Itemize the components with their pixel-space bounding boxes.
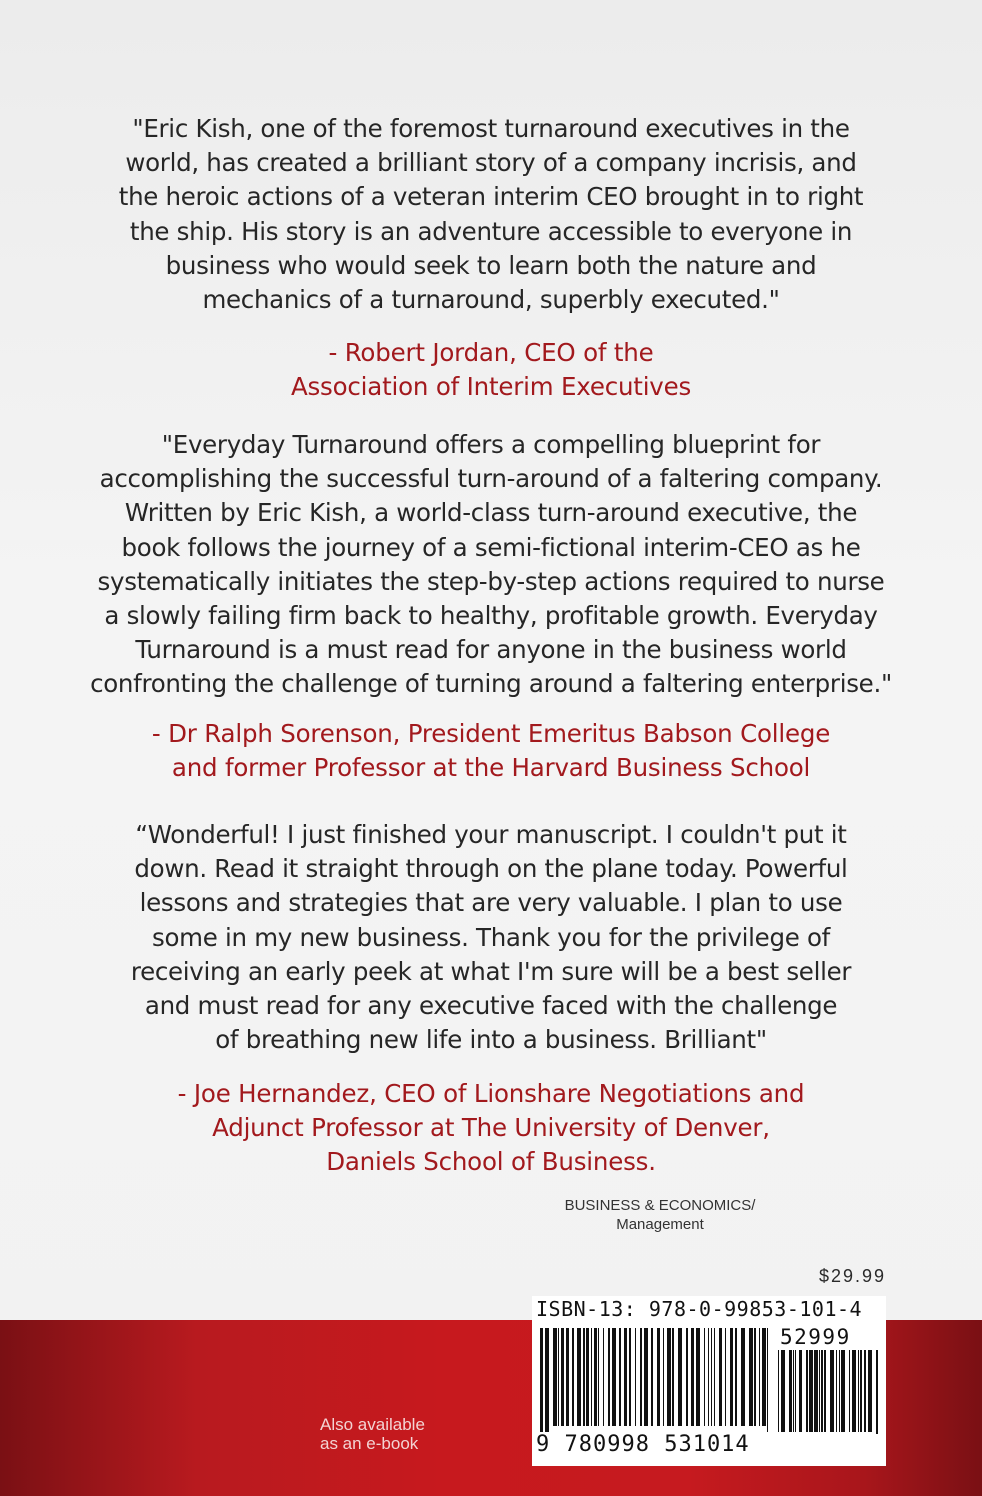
barcode-stripe xyxy=(619,1328,621,1426)
quote-line: accomplishing the successful turn-around of a faltering company. xyxy=(99,464,883,494)
quote-line: lessons and strategies that are very valuable. I plan to use xyxy=(139,888,843,918)
barcode-stripe xyxy=(566,1328,569,1426)
barcode-stripe xyxy=(704,1328,705,1426)
barcode-stripe xyxy=(714,1328,715,1426)
barcode-stripe xyxy=(612,1328,616,1426)
attribution-line: Association of Interim Executives xyxy=(290,372,692,402)
barcode-stripe xyxy=(594,1328,597,1426)
barcode-stripe xyxy=(667,1328,671,1426)
barcode-stripe xyxy=(749,1328,753,1426)
barcode-stripe xyxy=(725,1328,726,1426)
barcode-stripe xyxy=(603,1328,604,1426)
ebook-line: as an e-book xyxy=(320,1434,419,1453)
quote-line: Turnaround is a must read for anyone in the business world xyxy=(135,635,847,665)
barcode-stripe xyxy=(858,1350,859,1434)
barcode-stripe xyxy=(795,1350,796,1434)
barcode-stripe xyxy=(821,1350,823,1434)
barcode-stripe xyxy=(852,1350,856,1434)
attribution-line: Adjunct Professor at The University of Denver, xyxy=(212,1113,770,1143)
barcode-stripe xyxy=(558,1328,559,1426)
attribution-line: - Dr Ralph Sorenson, President Emeritus Babson College xyxy=(151,719,831,748)
quote-line: the ship. His story is an adventure accessible to everyone in xyxy=(129,216,853,246)
barcode-number: 9 780998 531014 xyxy=(536,1432,876,1457)
quote-line: systematically initiates the step-by-step actions required to nurse xyxy=(97,566,885,596)
barcode-stripe xyxy=(696,1328,700,1426)
endorsement-attribution-1 xyxy=(20,336,962,404)
barcode-stripe xyxy=(778,1350,779,1434)
barcode-stripe xyxy=(644,1328,648,1426)
barcode-stripe xyxy=(583,1328,585,1426)
quote-line: some in my new business. Thank you for the privilege of xyxy=(152,922,830,952)
barcode-stripe xyxy=(809,1350,813,1434)
quote-line: "Everyday Turnaround offers a compelling blueprint for xyxy=(161,430,821,459)
barcode-stripe xyxy=(767,1328,768,1436)
barcode-stripe xyxy=(876,1350,878,1434)
barcode-stripe xyxy=(849,1350,850,1434)
ebook-note xyxy=(320,1415,425,1453)
attribution-line: and former Professor at the Harvard Business School xyxy=(171,753,811,783)
barcode-stripe xyxy=(762,1328,766,1426)
barcode-stripe xyxy=(678,1328,682,1426)
barcode-bars xyxy=(540,1328,772,1436)
barcode-stripe xyxy=(672,1328,674,1426)
barcode-stripe xyxy=(577,1328,581,1426)
attribution-line: - Joe Hernandez, CEO of Lionshare Negotiations and xyxy=(177,1079,805,1108)
isbn-label: ISBN-13: 978-0-99853-101-4 xyxy=(536,1297,863,1321)
price-label: $29.99 xyxy=(818,1266,886,1286)
barcode-stripe xyxy=(708,1328,709,1426)
barcode-stripe xyxy=(561,1328,564,1426)
barcode-stripe xyxy=(789,1350,792,1434)
endorsement-attribution-2 xyxy=(20,717,962,785)
book-category xyxy=(520,1196,800,1234)
barcode-stripe xyxy=(730,1328,733,1426)
quote-line: world, has created a brilliant story of a company incrisis, and xyxy=(125,148,857,178)
attribution-line: - Robert Jordan, CEO of the xyxy=(328,338,654,367)
ebook-line: Also available xyxy=(320,1415,425,1434)
quote-line: book follows the journey of a semi-fictional interim-CEO as he xyxy=(121,532,861,562)
barcode-stripe xyxy=(754,1328,756,1426)
barcode-stripe xyxy=(635,1328,636,1426)
barcode-stripe xyxy=(793,1350,794,1434)
barcode-stripe xyxy=(781,1350,785,1434)
barcode-stripe xyxy=(663,1328,664,1426)
barcode-stripe xyxy=(711,1328,712,1426)
quote-line: “Wonderful! I just finished your manuscript. I couldn't put it xyxy=(135,820,847,849)
quote-line: confronting the challenge of turning around a faltering enterprise." xyxy=(90,669,892,699)
barcode-stripe xyxy=(691,1328,694,1426)
barcode-stripe xyxy=(741,1328,745,1426)
category-line: Management xyxy=(616,1216,704,1233)
barcode-stripe xyxy=(572,1328,574,1426)
endorsement-attribution-3 xyxy=(20,1077,962,1180)
quote-line: "Eric Kish, one of the foremost turnaround executives in the xyxy=(132,114,850,143)
barcode-stripe xyxy=(841,1350,845,1434)
barcode-stripe xyxy=(860,1350,862,1434)
quote-line: mechanics of a turnaround, superbly executed." xyxy=(202,285,780,315)
barcode-stripe xyxy=(735,1328,737,1426)
barcode-stripe xyxy=(864,1350,866,1434)
barcode-stripe xyxy=(586,1328,589,1426)
barcode-stripe xyxy=(868,1350,872,1434)
quote-line: the heroic actions of a veteran interim CEO brought in to right xyxy=(118,182,864,212)
quote-line: Written by Eric Kish, a world-class turn-around executive, the xyxy=(124,498,858,528)
barcode-stripe xyxy=(624,1328,627,1426)
barcode-stripe xyxy=(608,1328,610,1426)
barcode-stripe xyxy=(686,1328,688,1426)
quote-line: of breathing new life into a business. Brilliant" xyxy=(215,1025,767,1055)
barcode-stripe xyxy=(806,1350,808,1434)
barcode-stripe xyxy=(819,1350,820,1434)
barcode-stripe xyxy=(591,1328,592,1426)
barcode-stripe xyxy=(545,1328,549,1436)
quote-line: a slowly failing firm back to healthy, profitable growth. Everyday xyxy=(104,601,878,631)
endorsement-quote-2 xyxy=(20,428,962,702)
barcode-stripe xyxy=(598,1328,599,1426)
quote-line: business who would seek to learn both the nature and xyxy=(165,250,817,280)
quote-line: and must read for any executive faced with the challenge xyxy=(144,991,838,1021)
barcode-stripe xyxy=(640,1328,642,1426)
barcode-stripe xyxy=(540,1328,543,1436)
barcode-stripe xyxy=(651,1328,653,1426)
endorsement-quote-3 xyxy=(20,818,962,1057)
quote-line: receiving an early peek at what I'm sure will be a best seller xyxy=(130,956,852,986)
barcode-stripe xyxy=(759,1328,760,1426)
quote-line: down. Read it straight through on the plane today. Powerful xyxy=(134,854,848,884)
barcode-stripe xyxy=(553,1328,557,1426)
barcode-stripe xyxy=(719,1328,722,1426)
barcode-stripe xyxy=(629,1328,631,1426)
barcode-stripe xyxy=(830,1350,834,1434)
barcode-stripe xyxy=(824,1350,826,1434)
barcode-stripe xyxy=(657,1328,660,1426)
barcode-addon-number: 52999 xyxy=(780,1325,851,1349)
barcode-stripe xyxy=(814,1350,818,1434)
barcode-addon-bars xyxy=(778,1350,882,1436)
barcode-stripe xyxy=(799,1350,802,1434)
attribution-line: Daniels School of Business. xyxy=(326,1147,656,1177)
category-line: BUSINESS & ECONOMICS/ xyxy=(564,1197,756,1214)
endorsement-quote-1 xyxy=(20,112,962,317)
barcode-stripe xyxy=(836,1350,837,1434)
barcode-stripe xyxy=(839,1350,840,1434)
